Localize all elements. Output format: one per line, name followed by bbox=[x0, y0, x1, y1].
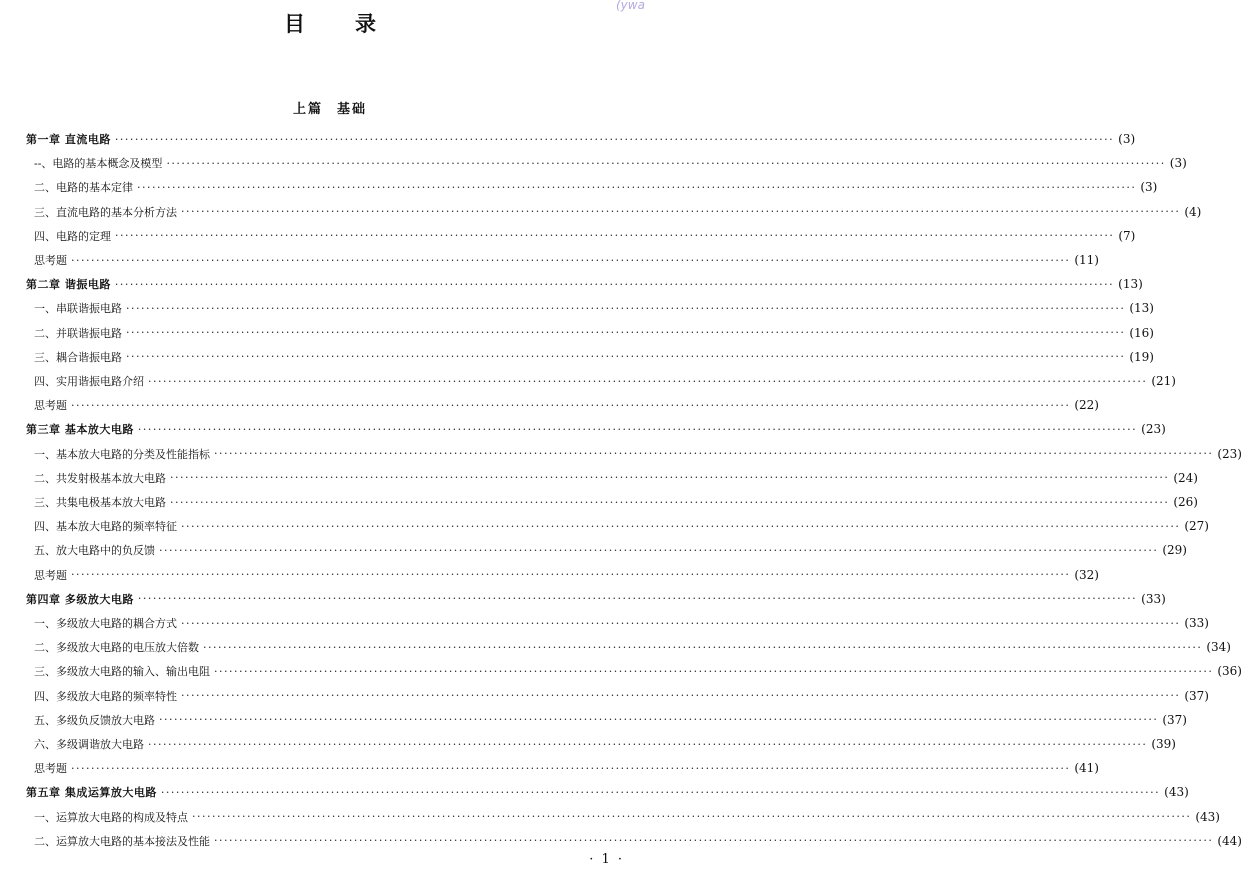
toc-entry-page: (36) bbox=[1217, 664, 1242, 679]
toc-entry-label: 第一章 直流电路 bbox=[26, 133, 111, 146]
corner-stamp-mark: (ywa bbox=[616, 0, 645, 12]
toc-entry-label: 三、耦合谐振电路 bbox=[34, 350, 122, 364]
toc-entry-label: 二、并联谐振电路 bbox=[34, 326, 122, 340]
toc-leader-dots: ········································································································································································································ bbox=[71, 398, 1071, 412]
toc-entry-page: (24) bbox=[1173, 470, 1198, 485]
toc-entry-page: (23) bbox=[1141, 422, 1166, 437]
toc-leader-dots: ········································································································································································································ bbox=[115, 229, 1115, 243]
toc-leader-dots: ········································································································································································································ bbox=[71, 568, 1071, 582]
part-title-left: 上篇 bbox=[292, 102, 323, 117]
toc-chapter-row bbox=[0, 273, 1143, 295]
toc-leader-dots: ········································································································································································································ bbox=[170, 471, 1170, 485]
toc-entry-page: (3) bbox=[1169, 156, 1187, 171]
toc-entry-page: (26) bbox=[1173, 495, 1198, 509]
toc-entry-label: 四、实用谐振电路介绍 bbox=[34, 375, 144, 388]
toc-section-row bbox=[0, 394, 1099, 416]
toc-entry-label: 第五章 集成运算放大电路 bbox=[26, 786, 157, 800]
toc-entry-page: (19) bbox=[1129, 349, 1154, 364]
toc-section-row bbox=[0, 225, 1136, 247]
toc-leader-dots: ········································································································································································································ bbox=[159, 713, 1159, 727]
toc-entry-label: --、电路的基本概念及模型 bbox=[34, 157, 163, 171]
toc-leader-dots: ········································································································································································································ bbox=[181, 689, 1181, 703]
toc-entry-label: 三、共集电极基本放大电路 bbox=[34, 496, 166, 509]
toc-entry-page: (41) bbox=[1074, 761, 1099, 776]
toc-entry-page: (3) bbox=[1140, 180, 1158, 195]
toc-leader-dots: ········································································································································································································ bbox=[126, 326, 1126, 340]
toc-leader-dots: ········································································································································································································ bbox=[214, 447, 1214, 461]
toc-entry-label: 思考题 bbox=[34, 399, 67, 413]
toc-leader-dots: ········································································································································································································ bbox=[203, 640, 1203, 654]
toc-entry-label: 五、放大电路中的负反馈 bbox=[34, 544, 155, 558]
toc-leader-dots: ········································································································································································································ bbox=[148, 374, 1148, 388]
toc-section-row bbox=[0, 709, 1187, 731]
page-title: 目录 bbox=[284, 11, 426, 36]
toc-entry-page: (13) bbox=[1118, 277, 1143, 292]
toc-entry-label: 四、电路的定理 bbox=[34, 229, 111, 243]
toc-leader-dots: ········································································································································································································ bbox=[71, 253, 1071, 267]
toc-leader-dots: ········································································································································································································ bbox=[181, 205, 1181, 219]
toc-entry-page: (43) bbox=[1164, 785, 1189, 800]
toc-entry-page: (33) bbox=[1184, 616, 1209, 630]
toc-entry-label: 二、共发射极基本放大电路 bbox=[34, 471, 166, 485]
toc-leader-dots: ········································································································································································································ bbox=[71, 761, 1071, 775]
toc-section-row bbox=[0, 685, 1209, 707]
toc-entry-page: (13) bbox=[1129, 301, 1154, 316]
toc-section-row bbox=[0, 733, 1176, 755]
toc-entry-label: 第二章 谐振电路 bbox=[26, 278, 111, 292]
toc-leader-dots: ········································································································································································································ bbox=[214, 834, 1214, 848]
toc-leader-dots: ········································································································································································································ bbox=[159, 543, 1159, 557]
toc-entry-page: (29) bbox=[1162, 543, 1187, 558]
toc-section-row bbox=[0, 636, 1231, 658]
toc-chapter-row bbox=[0, 588, 1166, 610]
toc-entry-label: 二、多级放大电路的电压放大倍数 bbox=[34, 641, 199, 655]
part-title bbox=[0, 98, 660, 117]
toc-entry-page: (11) bbox=[1074, 253, 1099, 267]
toc-section-row bbox=[0, 830, 1242, 852]
toc-section-row bbox=[0, 152, 1187, 174]
toc-entry-page: (23) bbox=[1217, 446, 1242, 461]
toc-leader-dots: ········································································································································································································ bbox=[166, 156, 1166, 170]
toc-entry-page: (43) bbox=[1195, 809, 1220, 824]
toc-entry-label: 六、多级调谐放大电路 bbox=[34, 738, 144, 751]
toc-section-row bbox=[0, 539, 1187, 561]
toc-entry-page: (16) bbox=[1129, 325, 1154, 340]
toc-entry-label: 思考题 bbox=[34, 568, 67, 582]
toc-leader-dots: ········································································································································································································ bbox=[192, 810, 1192, 824]
toc-entry-page: (32) bbox=[1074, 567, 1099, 582]
toc-entry-label: 第三章 基本放大电路 bbox=[26, 423, 134, 437]
toc-entry-page: (4) bbox=[1184, 204, 1202, 219]
toc-entry-label: 四、多级放大电路的频率特性 bbox=[34, 689, 177, 703]
toc-entry-label: 一、串联谐振电路 bbox=[34, 302, 122, 316]
toc-entry-page: (37) bbox=[1184, 688, 1209, 703]
toc-section-row bbox=[0, 322, 1154, 344]
toc-entry-label: 二、电路的基本定律 bbox=[34, 181, 133, 195]
toc-leader-dots: ········································································································································································································ bbox=[137, 422, 1138, 436]
toc-entry-label: 三、直流电路的基本分析方法 bbox=[34, 205, 177, 219]
toc-entry-page: (37) bbox=[1162, 712, 1187, 727]
toc-entry-label: 二、运算放大电路的基本接法及性能 bbox=[34, 834, 210, 848]
toc-entry-page: (21) bbox=[1151, 374, 1176, 388]
toc-entry-page: (22) bbox=[1074, 398, 1099, 413]
toc-leader-dots: ········································································································································································································ bbox=[181, 519, 1181, 533]
toc-entry-page: (39) bbox=[1151, 737, 1176, 751]
toc-leader-dots: ········································································································································································································ bbox=[137, 592, 1138, 606]
toc-section-row bbox=[0, 443, 1242, 465]
toc-section-row bbox=[0, 757, 1099, 779]
toc-entry-page: (3) bbox=[1118, 132, 1136, 146]
toc-section-row bbox=[0, 467, 1198, 489]
toc-leader-dots: ········································································································································································································ bbox=[126, 301, 1126, 315]
toc-entry-label: 一、多级放大电路的耦合方式 bbox=[34, 617, 177, 630]
toc-chapter-row bbox=[0, 418, 1166, 440]
toc-section-row bbox=[0, 515, 1209, 537]
toc-entry-label: 三、多级放大电路的输入、输出电阻 bbox=[34, 665, 210, 679]
toc-entry-label: 五、多级负反馈放大电路 bbox=[34, 713, 155, 727]
toc-entry-label: 思考题 bbox=[34, 762, 67, 776]
toc-leader-dots: ········································································································································································································ bbox=[137, 180, 1137, 194]
toc-leader-dots: ········································································································································································································ bbox=[170, 495, 1170, 509]
toc-section-row bbox=[0, 491, 1198, 513]
toc-leader-dots: ········································································································································································································ bbox=[126, 350, 1126, 364]
toc-chapter-row bbox=[0, 128, 1136, 150]
toc-section-row bbox=[0, 297, 1154, 319]
toc-entry-label: 四、基本放大电路的频率特征 bbox=[34, 520, 177, 534]
toc-section-row bbox=[0, 660, 1242, 682]
toc-entry-label: 一、基本放大电路的分类及性能指标 bbox=[34, 447, 210, 461]
toc-entry-label: 一、运算放大电路的构成及特点 bbox=[34, 810, 188, 824]
toc-leader-dots: ········································································································································································································ bbox=[148, 737, 1148, 751]
toc-leader-dots: ········································································································································································································ bbox=[114, 277, 1115, 291]
toc-entry-label: 思考题 bbox=[34, 254, 67, 267]
toc-leader-dots: ········································································································································································································ bbox=[181, 616, 1181, 630]
toc-section-row bbox=[0, 176, 1158, 198]
toc-entry-page: (27) bbox=[1184, 519, 1209, 534]
toc-entry-page: (33) bbox=[1141, 591, 1166, 606]
toc-entry-page: (44) bbox=[1217, 833, 1242, 848]
toc-section-row bbox=[0, 370, 1176, 392]
toc-entry-page: (7) bbox=[1118, 228, 1136, 243]
toc-section-row bbox=[0, 612, 1209, 634]
toc-entry-page: (34) bbox=[1206, 640, 1231, 655]
toc-chapter-row bbox=[0, 781, 1189, 803]
toc-leader-dots: ········································································································································································································ bbox=[114, 132, 1115, 146]
toc-section-row bbox=[0, 346, 1154, 368]
toc-leader-dots: ········································································································································································································ bbox=[214, 664, 1214, 678]
toc-entry-label: 第四章 多级放大电路 bbox=[26, 592, 134, 606]
toc-section-row bbox=[0, 201, 1202, 223]
toc-section-row bbox=[0, 806, 1220, 828]
toc-leader-dots: ········································································································································································································ bbox=[160, 785, 1161, 799]
part-title-right: 基础 bbox=[337, 102, 368, 117]
page-number: · 1 · bbox=[589, 852, 624, 867]
toc-section-row bbox=[0, 564, 1099, 586]
toc-section-row bbox=[0, 249, 1099, 271]
